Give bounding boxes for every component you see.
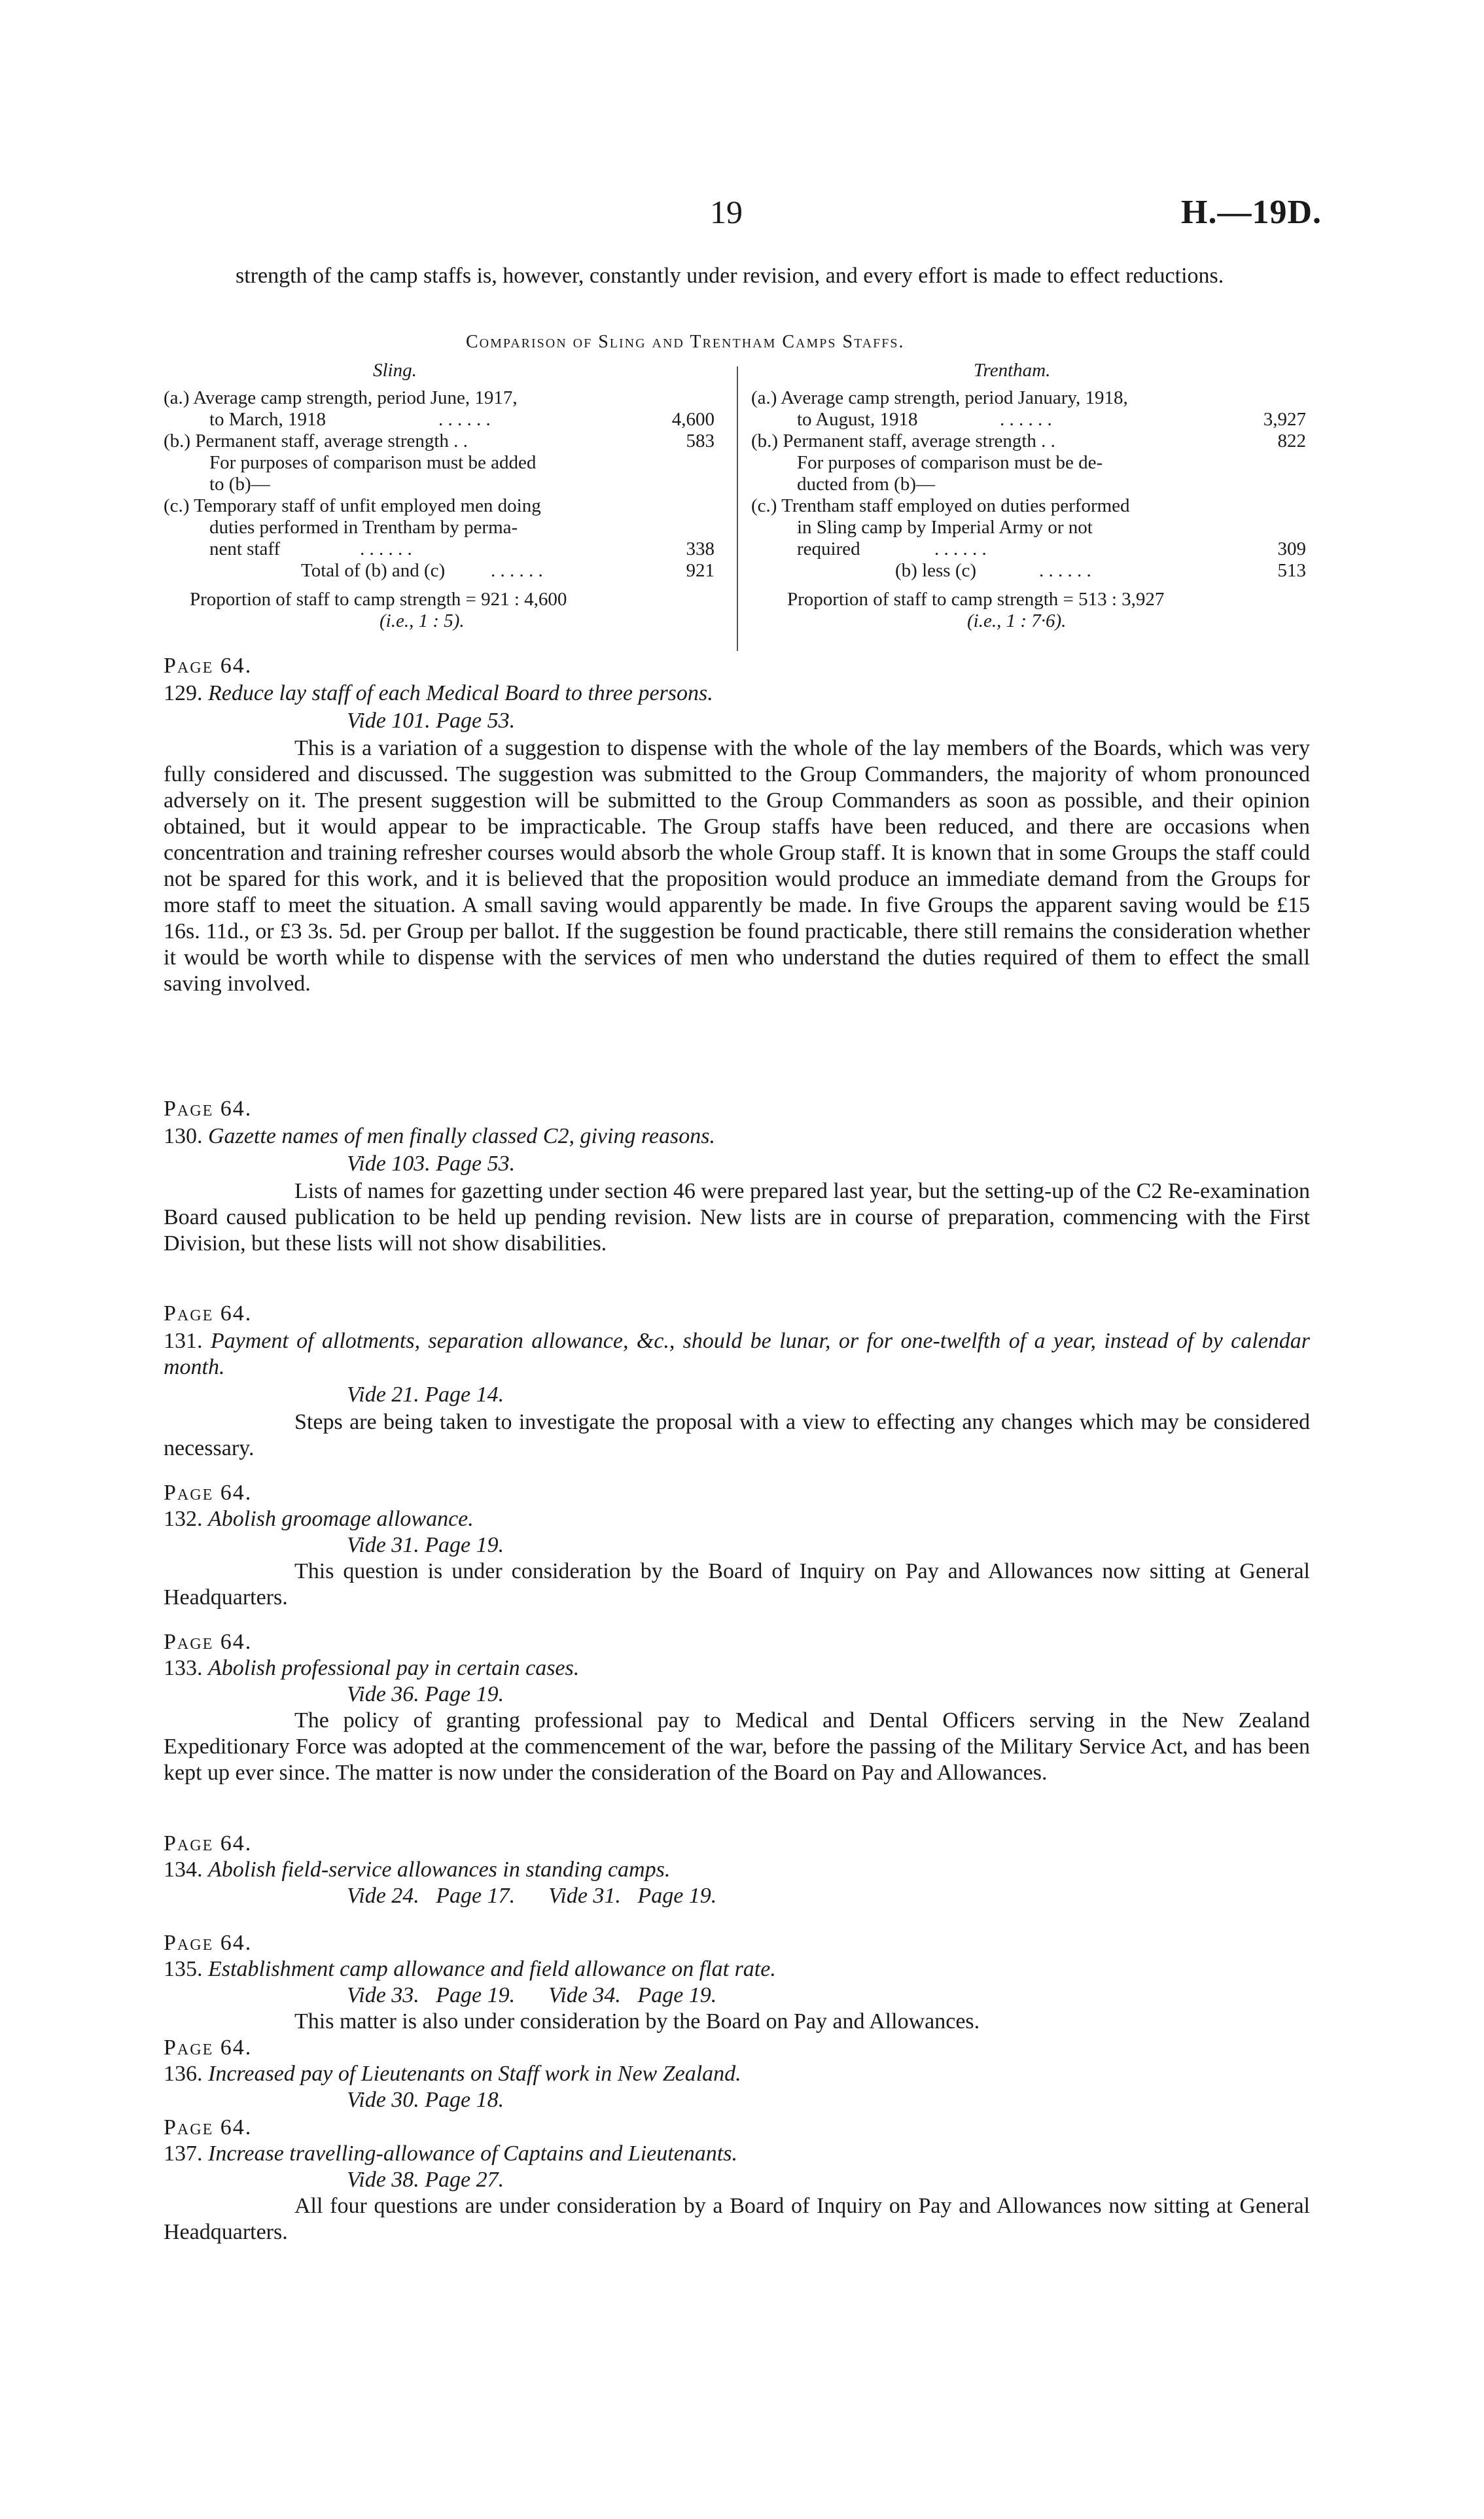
- item-number: 129.: [164, 681, 203, 705]
- item-title: [164, 680, 713, 706]
- trentham-b-value: 822: [1277, 431, 1306, 451]
- item-page-ref: Page 64.: [164, 1630, 253, 1654]
- item-title: [164, 1857, 670, 1882]
- item-title-text: Reduce lay staff of each Medical Board to three persons.: [208, 681, 713, 705]
- sling-b-value: 583: [686, 431, 715, 451]
- item-page-ref: Page 64.: [164, 1831, 253, 1856]
- item-title: [164, 2061, 741, 2087]
- sling-c-line1: (c.) Temporary staff of unfit employed men doing: [164, 495, 541, 516]
- item-number: 131.: [164, 1329, 203, 1353]
- trentham-c-line2: in Sling camp by Imperial Army or not: [797, 517, 1093, 538]
- item-vide: Vide 103. Page 53.: [347, 1152, 516, 1176]
- item-page-ref: Page 64.: [164, 1097, 253, 1121]
- sling-c-value: 338: [686, 538, 715, 559]
- item-number: 137.: [164, 2141, 203, 2166]
- sling-c-leader: . . . . . .: [360, 538, 412, 559]
- trentham-c-leader: . . . . . .: [934, 538, 987, 559]
- trentham-b-line1: (b.) Permanent staff, average strength . .: [751, 431, 1055, 451]
- trentham-ratio: (i.e., 1 : 7·6).: [967, 610, 1067, 631]
- trentham-c-value: 309: [1277, 538, 1306, 559]
- item-body: This is a variation of a suggestion to dispense with the whole of the lay members of the Boards, which was very fully considered and discussed. The suggestion was submitted to the Group Commanders, the majority of whom pronounced adversely on it. The present suggestion will be submitted to the Group Commanders as soon as possible, and their opinion obtained, but it would appear to be impracticable. The Group staffs have been reduced, and there are occasions when concentration and training refresher courses would absorb the whole Group staff. It is known that in some Groups the staff could not be spared for this work, and it is believed that the proposition would produce an immediate demand from the Groups for more staff to meet the situation. A small saving would apparently be made. In five Groups the apparent saving would be £15 16s. 11d., or £3 3s. 5d. per Group per ballot. If the suggestion be found practicable, there still remains the consideration whether it would be worth while to dispense with the services of men who understand the duties required of them to effect the small saving involved.: [164, 736, 1310, 996]
- item-title: [164, 1123, 715, 1149]
- trentham-c-line3: required: [797, 538, 860, 559]
- item-title: [164, 2141, 737, 2166]
- item-page-ref: Page 64.: [164, 2035, 253, 2060]
- item-vide: Vide 101. Page 53.: [347, 709, 516, 733]
- item-title-text: Abolish professional pay in certain cases.: [208, 1656, 580, 1680]
- sling-b-line1: (b.) Permanent staff, average strength . .: [164, 431, 468, 451]
- item-vide: Vide 36. Page 19.: [347, 1682, 504, 1706]
- item-page-ref: Page 64.: [164, 1301, 253, 1326]
- trentham-total-value: 513: [1277, 560, 1306, 581]
- item-vide: Vide 30. Page 18.: [347, 2088, 504, 2112]
- sling-a-line2: to March, 1918: [209, 409, 326, 430]
- trentham-a-leader: . . . . . .: [1000, 409, 1052, 430]
- sling-a-value: 4,600: [671, 409, 715, 430]
- item-body: Steps are being taken to investigate the proposal with a view to effecting any changes which may be considered necessary.: [164, 1410, 1310, 1460]
- sling-b-note2: to (b)—: [209, 474, 270, 495]
- item-number: 130.: [164, 1124, 203, 1148]
- item-page-ref: Page 64.: [164, 1481, 253, 1505]
- item-page-ref: Page 64.: [164, 2115, 253, 2140]
- item-page-ref: Page 64.: [164, 654, 253, 678]
- trentham-total-leader: . . . . . .: [1039, 560, 1091, 581]
- item-number: 134.: [164, 1858, 203, 1882]
- item-title: [164, 1328, 1310, 1381]
- item-body: The policy of granting professional pay to Medical and Dental Officers serving in the New Zealand Expeditionary Force was adopted at the commencement of the war, before the passing of the Military Service Act, and has been kept up ever since. The matter is now under the consideration of the Board on Pay and Allowances.: [164, 1708, 1310, 1785]
- item-number: 132.: [164, 1507, 203, 1531]
- item-title-text: Abolish groomage allowance.: [208, 1507, 474, 1531]
- item-body: This matter is also under consideration by the Board on Pay and Allowances.: [294, 2009, 980, 2034]
- sling-heading: Sling.: [373, 360, 417, 381]
- item-number: 135.: [164, 1957, 203, 1981]
- sling-total-value: 921: [686, 560, 715, 581]
- sling-c-line3: nent staff: [209, 538, 281, 559]
- item-body: This question is under consideration by the Board of Inquiry on Pay and Allowances now sitting at General Headquarters.: [164, 1559, 1310, 1610]
- sling-total-leader: . . . . . .: [491, 560, 543, 581]
- item-title-text: Increase travelling-allowance of Captains and Lieutenants.: [208, 2141, 737, 2166]
- trentham-heading: Trentham.: [974, 360, 1051, 381]
- intro-paragraph: strength of the camp staffs is, however, constantly under revision, and every effort is made to effect reductions.: [236, 264, 1224, 288]
- item-body: All four questions are under consideration by a Board of Inquiry on Pay and Allowances now sitting at General Headquarters.: [164, 2194, 1310, 2244]
- item-vide: Vide 38. Page 27.: [347, 2168, 504, 2192]
- table-divider: [737, 366, 738, 651]
- sling-c-line2: duties performed in Trentham by perma-: [209, 517, 518, 538]
- sling-b-note1: For purposes of comparison must be added: [209, 452, 537, 473]
- trentham-a-value: 3,927: [1263, 409, 1306, 430]
- item-title-text: Gazette names of men finally classed C2, giving reasons.: [208, 1124, 715, 1148]
- item-title-text: Establishment camp allowance and field allowance on flat rate.: [208, 1957, 776, 1981]
- sling-total-label: Total of (b) and (c): [301, 560, 446, 581]
- trentham-column: [751, 360, 1320, 648]
- sling-a-leader: . . . . . .: [438, 409, 491, 430]
- item-vide: Vide 21. Page 14.: [347, 1383, 504, 1407]
- page-number: 19: [710, 194, 743, 230]
- item-title-text: Payment of allotments, separation allowance, &c., should be lunar, or for one-twelfth of a year, instead of by calendar month.: [164, 1329, 1310, 1379]
- trentham-b-note2: ducted from (b)—: [797, 474, 935, 495]
- item-title: [164, 1655, 579, 1681]
- trentham-a-line1: (a.) Average camp strength, period January, 1918,: [751, 387, 1128, 408]
- trentham-total-label: (b) less (c): [895, 560, 977, 581]
- sling-ratio: (i.e., 1 : 5).: [380, 610, 465, 631]
- trentham-a-line2: to August, 1918: [797, 409, 918, 430]
- sling-a-line1: (a.) Average camp strength, period June, 1917,: [164, 387, 518, 408]
- sling-proportion: Proportion of staff to camp strength = 921 : 4,600: [190, 589, 567, 610]
- item-vide: Vide 24. Page 17. Vide 31. Page 19.: [347, 1884, 717, 1908]
- item-vide: Vide 33. Page 19. Vide 34. Page 19.: [347, 1983, 717, 2007]
- item-title: [164, 1506, 474, 1532]
- trentham-c-line1: (c.) Trentham staff employed on duties performed: [751, 495, 1130, 516]
- trentham-b-note1: For purposes of comparison must be de-: [797, 452, 1103, 473]
- sling-column: [164, 360, 733, 648]
- item-number: 133.: [164, 1656, 203, 1680]
- item-number: 136.: [164, 2062, 203, 2086]
- trentham-proportion: Proportion of staff to camp strength = 513 : 3,927: [787, 589, 1165, 610]
- item-body: Lists of names for gazetting under section 46 were prepared last year, but the setting-up of the C2 Re-examination Board caused publication to be held up pending revision. New lists are in course of preparation, commencing with the First Division, but these lists will not show disabilities.: [164, 1179, 1310, 1256]
- document-reference: H.—19D.: [1181, 194, 1322, 231]
- item-page-ref: Page 64.: [164, 1931, 253, 1955]
- comparison-title: Comparison of Sling and Trentham Camps Staffs.: [466, 332, 905, 352]
- item-title: [164, 1956, 776, 1982]
- item-title-text: Increased pay of Lieutenants on Staff work in New Zealand.: [208, 2062, 741, 2086]
- item-title-text: Abolish field-service allowances in standing camps.: [208, 1858, 671, 1882]
- item-vide: Vide 31. Page 19.: [347, 1533, 504, 1557]
